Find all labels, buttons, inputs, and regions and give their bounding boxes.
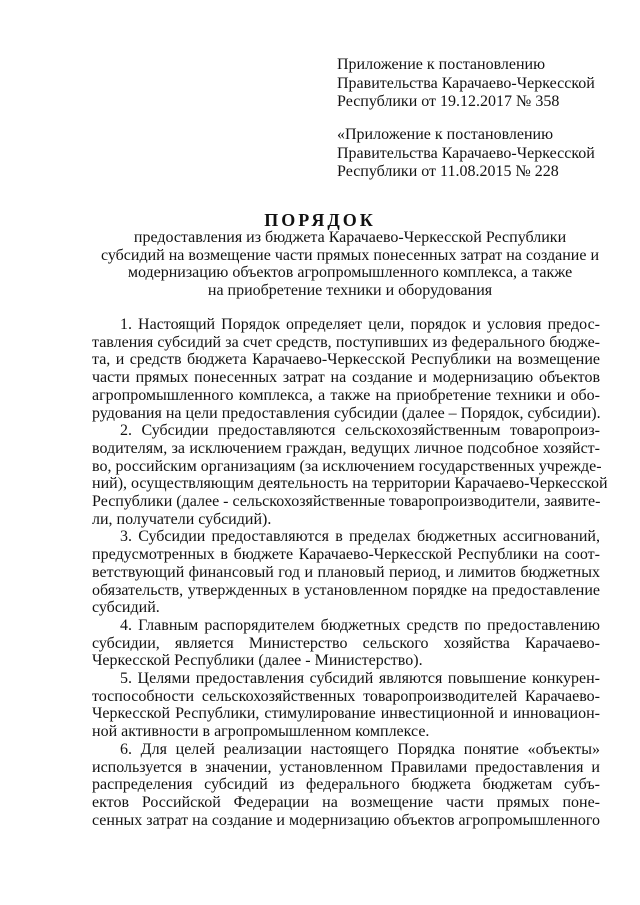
- paragraph-line: ектов Российской Федерации на возмещение части прямых поне-: [92, 793, 600, 811]
- paragraph-line: предусмотренных в бюджете Карачаево-Черкесской Республики на соот-: [92, 546, 600, 564]
- subtitle-line: модернизацию объектов агропромышленного комплекса, а также: [127, 264, 573, 281]
- document-title: ПОРЯДОК: [264, 210, 376, 230]
- paragraph-line: используется в значении, установленном Правилами предоставления и: [92, 758, 600, 776]
- paragraph-line: ветствующий финансовый год и плановый период, и лимитов бюджетных: [92, 563, 600, 581]
- paragraph-line: ной активности в агропромышленном комплексе.: [92, 723, 430, 741]
- paragraph-line: 6. Для целей реализации настоящего Порядка понятие «объекты»: [120, 740, 600, 758]
- paragraph-line: субсидий.: [92, 599, 160, 617]
- paragraph-line: Республики (далее - сельскохозяйственные товаропроизводители, заявите-: [92, 493, 601, 511]
- paragraph-line: субсидии, является Министерство сельского хозяйства Карачаево-: [92, 634, 600, 652]
- paragraph-line: тоспособности сельскохозяйственных товаропроизводителей Карачаево-: [92, 687, 600, 705]
- paragraph-line: распределения субсидий из федерального бюджета бюджетам субъ-: [92, 776, 600, 794]
- paragraph-line: 2. Субсидии предоставляются сельскохозяйственным товаропроиз-: [120, 422, 600, 440]
- paragraph-3: [92, 528, 600, 617]
- subtitle-line: субсидий на возмещение части прямых понесенных затрат на создание и: [100, 246, 600, 264]
- paragraph-line: сенных затрат на создание и модернизацию объектов агропромышленного: [92, 811, 601, 829]
- appendix-line: Республики от 19.12.2017 № 358: [337, 93, 560, 110]
- paragraph-line: рудования на цели предоставления субсидии (далее – Порядок, субсидии).: [92, 404, 601, 422]
- paragraph-line: Черкесской Республики, стимулирование инвестиционной и инновацион-: [92, 705, 600, 723]
- paragraph-line: ний), осуществляющим деятельность на территории Карачаево-Черкесской: [92, 475, 608, 493]
- appendix-line: Правительства Карачаево-Черкесской: [337, 144, 595, 162]
- paragraph-line: 5. Целями предоставления субсидий являются повышение конкурен-: [120, 670, 600, 688]
- paragraph-5: [92, 670, 600, 741]
- subtitle-line: предоставления из бюджета Карачаево-Черкесской Республики: [133, 229, 567, 246]
- paragraph-6: [92, 741, 600, 830]
- paragraph-line: обязательств, утвержденных в установленном порядке на предоставление: [92, 581, 600, 599]
- paragraph-2: [92, 422, 608, 528]
- paragraph-line: части прямых понесенных затрат на создание и модернизацию объектов: [92, 369, 600, 387]
- paragraph-line: водителям, за исключением граждан, ведущих личное подсобное хозяйст-: [92, 439, 600, 457]
- paragraph-line: Черкесской Республики (далее - Министерство).: [92, 652, 423, 670]
- paragraph-line: во, российским организациям (за исключением государственных учрежде-: [92, 457, 602, 475]
- paragraph-4: [92, 617, 600, 670]
- document-subtitle: [60, 229, 640, 299]
- paragraph-line: 3. Субсидии предоставляются в пределах бюджетных ассигнований,: [120, 528, 600, 546]
- appendix-line: Приложение к постановлению: [337, 56, 546, 73]
- appendix-line: Правительства Карачаево-Черкесской: [337, 74, 595, 92]
- appendix-line: «Приложение к постановлению: [337, 126, 554, 143]
- paragraph-line: 4. Главным распорядителем бюджетных средств по предоставлению: [120, 616, 600, 634]
- paragraph-line: ли, получатели субсидий).: [92, 510, 272, 528]
- paragraph-1: [92, 316, 600, 422]
- paragraph-line: агропромышленного комплекса, а также на приобретение техники и обо-: [92, 386, 600, 404]
- appendix-reference-previous: [337, 126, 627, 182]
- document-body: [92, 316, 608, 829]
- paragraph-line: та, и средств бюджета Карачаево-Черкесской Республики на возмещение: [92, 351, 600, 369]
- appendix-reference-current: [337, 56, 627, 112]
- paragraph-line: тавления субсидий за счет средств, поступивших из федерального бюдже-: [92, 333, 600, 351]
- paragraph-line: 1. Настоящий Порядок определяет цели, порядок и условия предос-: [120, 316, 600, 333]
- subtitle-line: на приобретение техники и оборудования: [207, 281, 493, 299]
- appendix-line: Республики от 11.08.2015 № 228: [337, 163, 559, 180]
